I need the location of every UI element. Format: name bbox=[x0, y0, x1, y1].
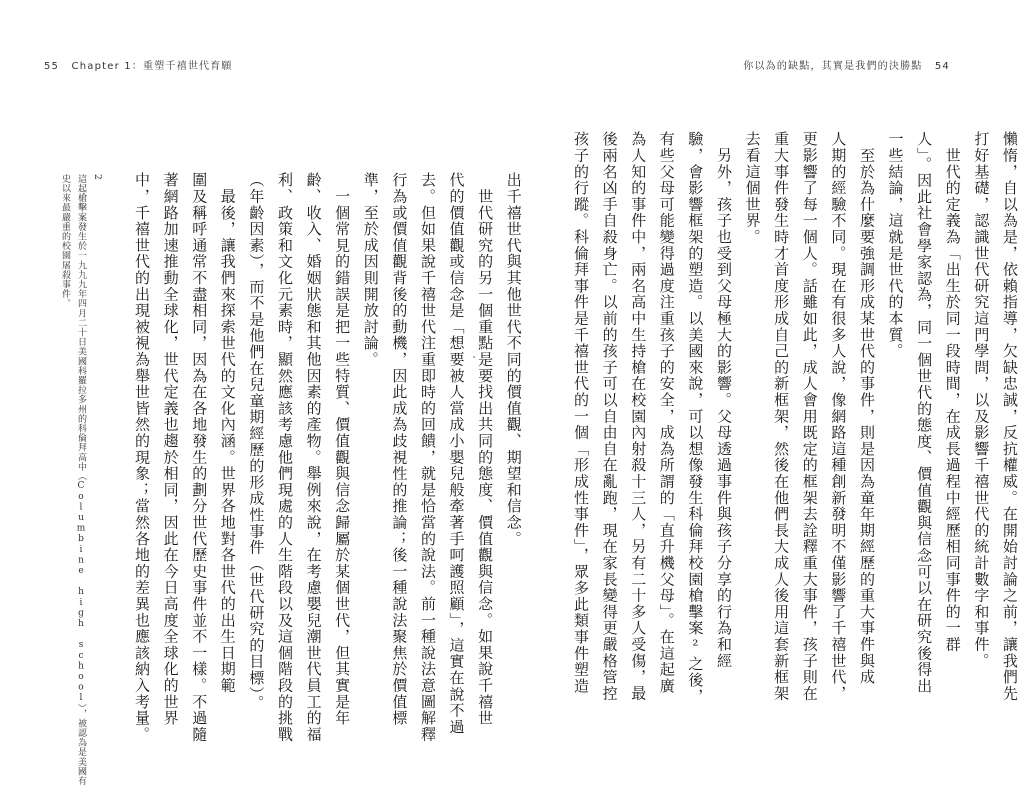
right-page-text bbox=[569, 131, 1022, 705]
text-column: 齡、收入、婚姻狀態和其他因素的產物。舉例來說，在考慮嬰兒潮世代員工的福 bbox=[304, 172, 323, 743]
text-column: 人期的經驗不同。現在有很多人說，像網路這種創新發明不僅影響了千禧世代， bbox=[829, 131, 848, 702]
text-column: 世代的定義為「出生於同一段時間，在成長過程中經歷相同事件的一群 bbox=[943, 131, 962, 653]
footnote-number: 2 bbox=[92, 174, 102, 180]
text-column: 去。但如果說千禧世代注重即時的回饋，就是恰當的說法。前一種說法意圖解釋 bbox=[418, 172, 437, 743]
text-column: 另外，孩子也受到父母極大的影響。父母透過事件與孩子分享的行為和經 bbox=[714, 131, 733, 669]
footnote-line: 史以來最嚴重的校園屠殺事件。 bbox=[60, 174, 70, 309]
left-page-number: 55 bbox=[44, 61, 60, 72]
text-column: 著網路加速推動全球化，世代定義也趨於相同，因此在今日高度全球化的世界 bbox=[161, 172, 180, 727]
text-column: 一些結論，這就是世代的本質。 bbox=[886, 131, 905, 360]
text-column: 至於為什麼要強調形成某世代的事件，則是因為童年期經歷的重大事件與成 bbox=[857, 131, 876, 686]
text-column: 世代研究的另一個重點是要找出共同的態度、價值觀與信念。如果說千禧世 bbox=[476, 172, 495, 727]
footnote-line: 這起槍擊案發生於一九九九年四月二十日美國科羅拉多州的科倫拜高中（Columbine high school），被認為是美國有 bbox=[76, 174, 86, 786]
text-column: 有些父母可能變得過度注重孩子的安全，成為所謂的「直升機父母」。在這起廣 bbox=[657, 131, 676, 694]
text-column: 行為或價值觀背後的動機，因此成為歧視性的推論；後一種說法聚焦於價值標 bbox=[390, 172, 409, 727]
right-page-header bbox=[743, 57, 950, 72]
text-column: 後兩名凶手自殺身亡。以前的孩子可以自由自在亂跑，現在家長變得更嚴格管控 bbox=[600, 131, 619, 702]
text-column: 一個常見的錯誤是把一些特質、價值觀與信念歸屬於某個世代，但其實是年 bbox=[333, 172, 352, 727]
left-page-text bbox=[130, 172, 526, 743]
text-column: 重大事件發生時才首度形成自己的新框架，然後在他們長大成人後用這套新框架 bbox=[772, 131, 791, 702]
right-page-number: 54 bbox=[934, 61, 950, 72]
text-column: 利、政策和文化元素時，顯然應該考慮他們現處的人生階段以及這個階段的挑戰 bbox=[275, 172, 294, 743]
text-column: （年齡因素），而不是他們在兒童期經歷的形成性事件（世代研究的目標）。 bbox=[247, 172, 266, 712]
chapter-title: Chapter 1：重塑千禧世代育願 bbox=[71, 61, 233, 72]
text-column: 人」。因此社會學家認為，同一個世代的態度、價值觀與信念可以在研究後得出 bbox=[915, 131, 934, 694]
book-title: 你以為的缺點，其實是我們的決勝點 bbox=[743, 61, 923, 72]
text-column: 代的價值觀或信念是「想要被人當成小嬰兒般牽著手呵護照顧」，這實在說不過 bbox=[447, 172, 466, 735]
text-column: 驗，會影響框架的塑造。以美國來說，可以想像發生科倫拜校園槍擊案²之後， bbox=[686, 131, 705, 705]
text-column: 圍及稱呼通常不盡相同，因為在各地發生的劃分世代歷史事件並不一樣。不過隨 bbox=[190, 172, 209, 743]
text-column: 去看這個世界。 bbox=[743, 131, 762, 246]
text-column: 中，千禧世代的出現被視為舉世皆然的現象；當然各地的差異也應該納入考量。 bbox=[133, 172, 151, 743]
text-column: 為人知的事件中，兩名高中生持槍在校園內射殺十三人，另有二十多人受傷，最 bbox=[629, 131, 648, 702]
text-column: 懶惰，自以為是，依賴指導，欠缺忠誠，反抗權威。在開始討論之前，讓我們先 bbox=[1000, 131, 1019, 702]
footnote bbox=[58, 174, 103, 786]
left-page-header bbox=[44, 57, 233, 72]
page-mark bbox=[473, 356, 475, 358]
text-column: 最後，讓我們來探索世代的文化內涵。世界各地對各世代的出生日期範 bbox=[218, 172, 237, 694]
text-column: 打好基礎，認識世代研究這門學問，以及影響千禧世代的統計數字和事件。 bbox=[972, 131, 991, 669]
text-column: 孩子的行蹤。科倫拜事件是千禧世代的一個「形成性事件」，眾多此類事件塑造 bbox=[572, 131, 590, 694]
text-column: 準，至於成因則開放討論。 bbox=[361, 172, 380, 368]
text-column: 更影響了每一個人。話雖如此，成人會用既定的框架去詮釋重大事件，孩子則在 bbox=[800, 131, 819, 702]
text-column: 出千禧世代與其他世代不同的價值觀、期望和信念。 bbox=[504, 172, 523, 547]
